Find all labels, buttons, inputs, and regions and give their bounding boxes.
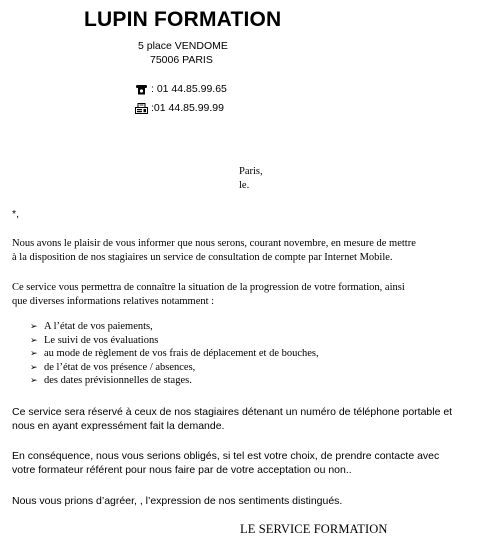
arrow-bullet-icon: ➢ — [30, 348, 38, 358]
arrow-bullet-icon: ➢ — [30, 375, 38, 385]
paragraph-line: nous en ayant expressément fait la demande. — [12, 420, 225, 432]
paragraph-line: Ce service vous permettra de connaître la situation de la progression de votre formation, ainsi — [12, 282, 405, 293]
info-bullet-list — [30, 320, 319, 388]
signature: LE SERVICE FORMATION — [240, 522, 388, 536]
company-name: LUPIN FORMATION — [84, 8, 282, 31]
arrow-bullet-icon: ➢ — [30, 321, 38, 331]
bullet-item — [30, 320, 319, 334]
bullet-item — [30, 361, 319, 375]
phone-number: : 01 44.85.99.65 — [151, 83, 227, 95]
bullet-item — [30, 347, 319, 361]
phone-line — [135, 83, 227, 95]
bullet-text: des dates prévisionnelles de stages. — [44, 375, 192, 386]
paragraph-line: à la disposition de nos stagiaires un service de consultation de compte par Internet Mobile. — [12, 252, 393, 263]
letter-place: Paris, — [239, 166, 263, 177]
paragraph-line: votre formateur référent pour nous faire par de votre acceptation ou non.. — [12, 464, 352, 476]
closing-formula: Nous vous prions d’agréer, , l’expression de nos sentiments distingués. — [12, 495, 343, 507]
bullet-item — [30, 374, 319, 388]
address-street: 5 place VENDOME — [138, 40, 228, 52]
bullet-text: de l’état de vos présence / absences, — [44, 361, 196, 373]
address-city: 75006 PARIS — [150, 54, 213, 66]
paragraph-intro — [12, 237, 416, 265]
letter-date: le. — [239, 180, 250, 191]
paragraph-line: Nous avons le plaisir de vous informer que nous serons, courant novembre, en mesure de mettre — [12, 238, 416, 249]
fax-icon — [135, 103, 148, 114]
telephone-icon — [135, 84, 148, 95]
bullet-text: A l’état de vos paiements, — [44, 321, 153, 332]
paragraph-line: que diverses informations relatives notamment : — [12, 296, 215, 307]
paragraph-eligibility — [12, 405, 452, 433]
paragraph-line: Ce service sera réservé à ceux de nos stagiaires détenant un numéro de téléphone portable et — [12, 406, 453, 418]
salutation: *, — [12, 208, 20, 220]
bullet-item — [30, 334, 319, 348]
bullet-text: Le suivi de vos évaluations — [44, 334, 159, 346]
fax-line — [135, 102, 224, 114]
paragraph-service — [12, 281, 405, 309]
paragraph-consequence — [12, 449, 439, 477]
arrow-bullet-icon: ➢ — [30, 334, 38, 345]
fax-number: :01 44.85.99.99 — [151, 102, 224, 114]
arrow-bullet-icon: ➢ — [30, 361, 38, 372]
bullet-text: au mode de règlement de vos frais de déplacement et de bouches, — [44, 348, 319, 359]
paragraph-line: En conséquence, nous vous serions obligés, si tel est votre choix, de prendre contacte avec — [12, 450, 440, 462]
